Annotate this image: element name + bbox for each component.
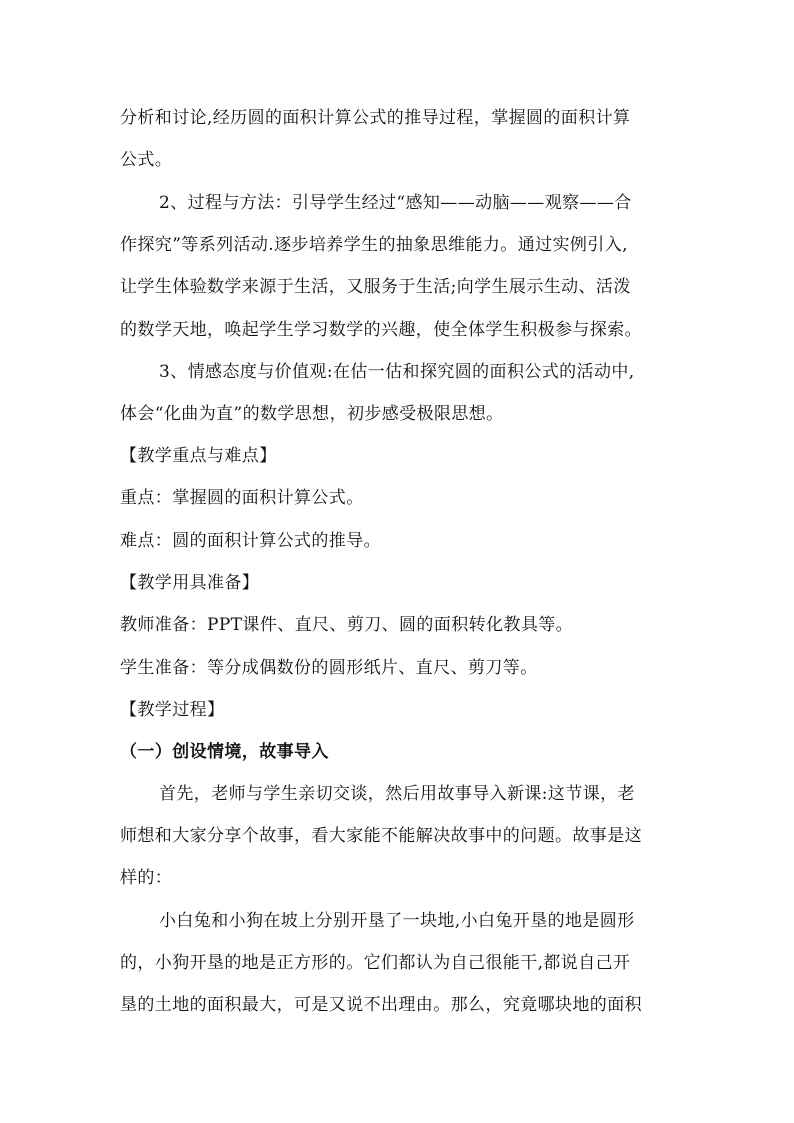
paragraph-line: 体会“化曲为直”的数学思想，初步感受极限思想。: [120, 404, 504, 424]
paragraph-line: 分析和讨论,经历圆的面积计算公式的推导过程，掌握圆的面积计算: [120, 108, 631, 128]
paragraph-line: 样的：: [120, 868, 173, 888]
paragraph-line: 首先，老师与学生亲切交谈，然后用故事导入新课:这节课，老: [159, 784, 635, 804]
section-heading-process: 【教学过程】: [120, 700, 225, 720]
objective-emotion-values: 3、情感态度与价值观:在估一估和探究圆的面积公式的活动中,: [159, 362, 635, 382]
difficulty-line: 难点：圆的面积计算公式的推导。: [120, 531, 381, 551]
story-line: 垦的土地的面积最大，可是又说不出理由。那么，究竟哪块地的面积: [120, 995, 642, 1015]
paragraph-line: 公式。: [120, 150, 173, 170]
key-point-line: 重点：掌握圆的面积计算公式。: [120, 488, 364, 508]
paragraph-line: 的数学天地，唤起学生学习数学的兴趣，使全体学生积极参与探索。: [120, 320, 642, 340]
paragraph-line: 让学生体验数学来源于生活，又服务于生活;向学生展示生动、活泼: [120, 277, 631, 297]
subsection-heading-scenario: （一）创设情境，故事导入: [120, 742, 329, 762]
teacher-materials-line: 教师准备：PPT课件、直尺、剪刀、圆的面积转化教具等。: [120, 615, 574, 635]
section-heading-materials: 【教学用具准备】: [120, 573, 260, 593]
section-heading-key-points: 【教学重点与难点】: [120, 446, 277, 466]
paragraph-line: 师想和大家分享个故事，看大家能不能解决故事中的问题。故事是这: [120, 826, 642, 846]
paragraph-line: 作探究”等系列活动.逐步培养学生的抽象思维能力。通过实例引入,: [120, 235, 628, 255]
story-line: 的，小狗开垦的地是正方形的。它们都认为自己很能干,都说自己开: [120, 953, 631, 973]
story-line: 小白兔和小狗在坡上分别开垦了一块地,小白兔开垦的地是圆形: [159, 911, 635, 931]
objective-process-method: 2、过程与方法：引导学生经过“感知——动脑——观察——合: [159, 193, 632, 213]
student-materials-line: 学生准备：等分成偶数份的圆形纸片、直尺、剪刀等。: [120, 658, 538, 678]
